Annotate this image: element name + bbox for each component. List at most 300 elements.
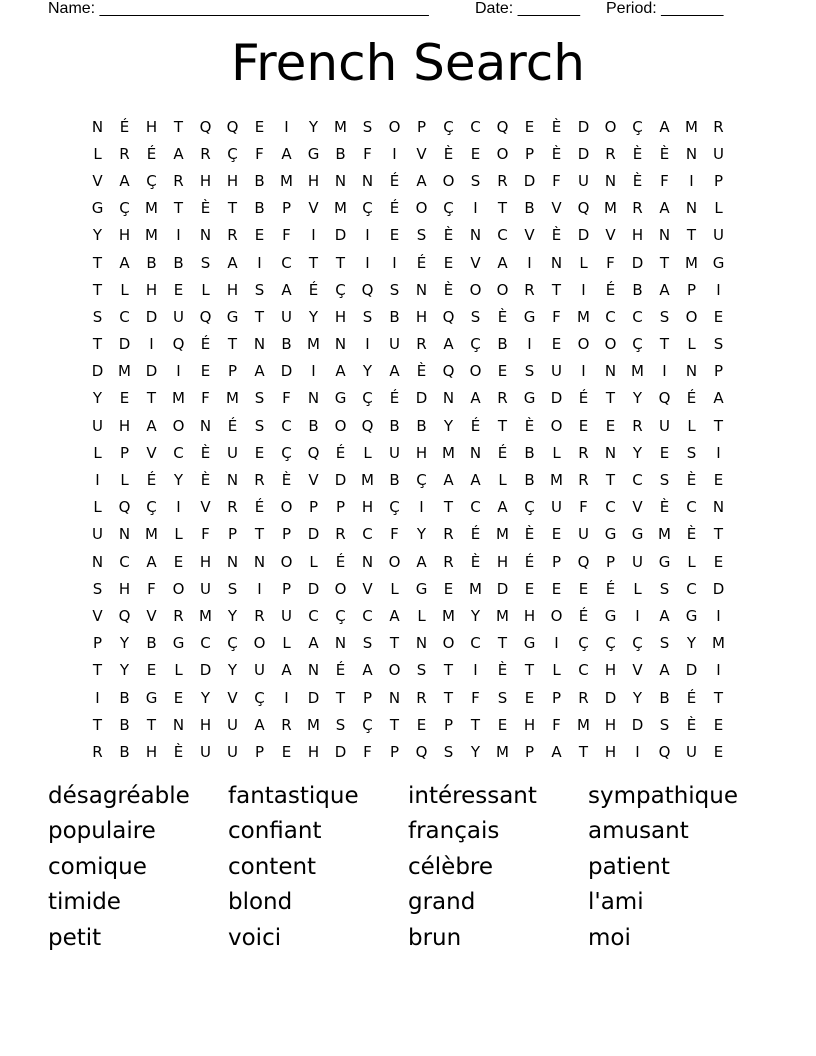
grid-letter: R: [497, 171, 508, 190]
grid-letter: S: [524, 362, 535, 381]
grid-letter: A: [551, 742, 562, 761]
grid-letter: B: [632, 280, 643, 299]
grid-letter: È: [443, 226, 454, 245]
grid-letter: E: [713, 742, 724, 761]
grid-letter: C: [605, 498, 616, 517]
grid-letter: P: [524, 144, 535, 163]
grid-letter: N: [307, 389, 320, 408]
grid-letter: Q: [577, 199, 590, 218]
grid-letter: L: [93, 498, 102, 517]
grid-letter: È: [524, 416, 535, 435]
grid-letter: H: [226, 280, 239, 299]
grid-letter: B: [254, 199, 265, 218]
grid-letter: T: [551, 280, 562, 299]
grid-letter: T: [686, 226, 697, 245]
grid-letter: È: [551, 117, 562, 136]
grid-letter: R: [497, 389, 508, 408]
grid-letter: F: [255, 144, 264, 163]
grid-letter: M: [685, 253, 698, 272]
grid-letter: È: [281, 471, 292, 490]
grid-letter: R: [335, 525, 346, 544]
grid-letter: P: [713, 362, 724, 381]
grid-letter: N: [469, 226, 482, 245]
grid-letter: E: [713, 471, 724, 490]
grid-letter: T: [443, 498, 454, 517]
grid-letter: N: [226, 471, 239, 490]
grid-letter: T: [92, 335, 103, 354]
grid-letter: I: [257, 253, 262, 272]
grid-letter: U: [578, 525, 589, 544]
grid-letter: É: [146, 471, 157, 490]
grid-letter: O: [388, 117, 401, 136]
grid-letter: Ç: [578, 634, 589, 653]
grid-letter: B: [119, 688, 130, 707]
grid-letter: E: [524, 579, 535, 598]
grid-letter: I: [527, 335, 532, 354]
page-title: French Search: [231, 34, 585, 92]
grid-letter: U: [173, 307, 184, 326]
grid-letter: E: [254, 117, 265, 136]
grid-letter: G: [415, 579, 428, 598]
grid-letter: V: [308, 199, 319, 218]
name-field-label: Name: _____________________________________: [48, 0, 429, 17]
grid-letter: S: [659, 579, 670, 598]
grid-letter: F: [282, 226, 291, 245]
grid-letter: M: [658, 525, 671, 544]
grid-letter: D: [91, 362, 104, 381]
grid-letter: É: [470, 416, 481, 435]
grid-letter: N: [199, 226, 212, 245]
grid-letter: F: [579, 498, 588, 517]
grid-letter: P: [551, 688, 562, 707]
word-list-item: petit: [48, 924, 102, 951]
grid-letter: I: [689, 171, 694, 190]
grid-letter: Q: [658, 742, 671, 761]
grid-letter: U: [659, 416, 670, 435]
grid-letter: N: [685, 144, 698, 163]
grid-letter: R: [443, 552, 454, 571]
grid-letter: S: [362, 634, 373, 653]
word-list-item: intéressant: [408, 782, 537, 809]
grid-letter: G: [91, 199, 104, 218]
grid-letter: H: [523, 606, 536, 625]
grid-letter: Ç: [362, 199, 373, 218]
grid-letter: E: [443, 253, 454, 272]
grid-letter: D: [334, 471, 347, 490]
grid-letter: H: [226, 171, 239, 190]
grid-letter: Y: [173, 471, 184, 490]
grid-letter: Q: [658, 389, 671, 408]
grid-letter: N: [685, 199, 698, 218]
grid-letter: É: [686, 389, 697, 408]
grid-letter: T: [497, 199, 508, 218]
grid-letter: A: [389, 362, 400, 381]
grid-letter: D: [307, 525, 320, 544]
grid-letter: T: [92, 253, 103, 272]
word-list-item: l'ami: [588, 889, 644, 916]
grid-letter: C: [173, 443, 184, 462]
grid-letter: H: [631, 226, 644, 245]
date-field-label: Date: _______: [475, 0, 580, 17]
word-list-item: sympathique: [588, 782, 739, 809]
grid-letter: Ç: [281, 443, 292, 462]
grid-letter: Ç: [443, 199, 454, 218]
grid-letter: H: [523, 715, 536, 734]
word-list-item: célèbre: [408, 853, 494, 880]
grid-letter: Y: [119, 661, 130, 680]
grid-letter: Q: [307, 443, 320, 462]
grid-letter: É: [119, 117, 130, 136]
grid-letter: V: [200, 498, 211, 517]
grid-letter: L: [579, 253, 588, 272]
grid-letter: E: [605, 416, 616, 435]
grid-letter: T: [443, 688, 454, 707]
grid-letter: Ç: [227, 144, 238, 163]
grid-letter: Ç: [389, 498, 400, 517]
grid-letter: T: [443, 661, 454, 680]
grid-letter: È: [443, 144, 454, 163]
grid-letter: Ç: [416, 471, 427, 490]
grid-letter: I: [527, 253, 532, 272]
grid-letter: M: [604, 199, 617, 218]
grid-letter: E: [173, 688, 184, 707]
grid-letter: H: [145, 280, 158, 299]
grid-letter: D: [577, 226, 590, 245]
grid-letter: É: [578, 389, 589, 408]
grid-letter: R: [416, 335, 427, 354]
grid-letter: N: [172, 715, 185, 734]
grid-letter: T: [659, 253, 670, 272]
grid-letter: U: [200, 742, 211, 761]
grid-letter: E: [200, 362, 211, 381]
grid-letter: C: [470, 498, 481, 517]
grid-letter: V: [524, 226, 535, 245]
grid-letter: V: [632, 498, 643, 517]
grid-letter: F: [660, 171, 669, 190]
grid-letter: D: [523, 171, 536, 190]
grid-letter: U: [227, 443, 238, 462]
grid-letter: I: [473, 661, 478, 680]
grid-letter: T: [335, 253, 346, 272]
word-list-item: voici: [228, 924, 282, 951]
grid-letter: F: [552, 171, 561, 190]
grid-letter: N: [442, 389, 455, 408]
grid-letter: P: [335, 498, 346, 517]
grid-letter: M: [361, 471, 374, 490]
grid-letter: S: [713, 335, 724, 354]
grid-letter: É: [389, 171, 400, 190]
grid-letter: I: [716, 443, 721, 462]
grid-letter: N: [469, 443, 482, 462]
grid-letter: S: [497, 688, 508, 707]
grid-letter: È: [659, 144, 670, 163]
grid-letter: Ç: [362, 389, 373, 408]
grid-letter: N: [415, 634, 428, 653]
grid-letter: I: [95, 688, 100, 707]
grid-letter: U: [92, 416, 103, 435]
grid-letter: O: [172, 579, 185, 598]
grid-letter: I: [365, 226, 370, 245]
grid-letter: S: [470, 307, 481, 326]
grid-letter: B: [119, 715, 130, 734]
grid-letter: R: [281, 715, 292, 734]
word-search-grid: [84, 113, 732, 766]
grid-letter: C: [281, 416, 292, 435]
grid-letter: H: [199, 552, 212, 571]
grid-letter: D: [307, 688, 320, 707]
grid-letter: É: [389, 199, 400, 218]
grid-letter: D: [145, 307, 158, 326]
grid-letter: A: [119, 171, 130, 190]
grid-letter: O: [334, 579, 347, 598]
grid-letter: I: [581, 362, 586, 381]
grid-letter: R: [443, 525, 454, 544]
grid-letter: S: [362, 117, 373, 136]
grid-letter: S: [659, 471, 670, 490]
grid-letter: T: [578, 742, 589, 761]
grid-letter: L: [309, 552, 318, 571]
grid-letter: N: [91, 117, 104, 136]
grid-letter: D: [334, 742, 347, 761]
grid-letter: B: [389, 416, 400, 435]
grid-letter: A: [119, 253, 130, 272]
grid-letter: U: [632, 552, 643, 571]
grid-letter: S: [470, 171, 481, 190]
grid-letter: O: [496, 144, 509, 163]
grid-letter: Q: [118, 498, 131, 517]
grid-letter: P: [92, 634, 103, 653]
grid-letter: E: [443, 579, 454, 598]
grid-letter: I: [716, 280, 721, 299]
word-list-item: blond: [228, 889, 293, 916]
grid-letter: L: [687, 335, 696, 354]
grid-letter: I: [311, 226, 316, 245]
grid-letter: È: [497, 661, 508, 680]
grid-letter: Y: [308, 307, 319, 326]
grid-letter: L: [201, 280, 210, 299]
grid-letter: Q: [415, 742, 428, 761]
grid-letter: I: [392, 144, 397, 163]
grid-letter: R: [254, 606, 265, 625]
grid-letter: É: [470, 525, 481, 544]
grid-letter: A: [659, 117, 670, 136]
grid-letter: G: [145, 688, 158, 707]
grid-letter: C: [686, 498, 697, 517]
grid-letter: C: [605, 307, 616, 326]
grid-letter: I: [473, 199, 478, 218]
grid-letter: R: [200, 144, 211, 163]
grid-letter: O: [172, 416, 185, 435]
grid-letter: T: [227, 199, 238, 218]
grid-letter: N: [658, 226, 671, 245]
grid-letter: Q: [361, 280, 374, 299]
grid-letter: L: [93, 144, 102, 163]
grid-letter: D: [307, 579, 320, 598]
grid-letter: I: [419, 498, 424, 517]
grid-letter: F: [147, 579, 156, 598]
grid-letter: È: [659, 498, 670, 517]
grid-letter: A: [146, 416, 157, 435]
grid-letter: U: [713, 144, 724, 163]
grid-letter: R: [605, 144, 616, 163]
grid-letter: T: [659, 335, 670, 354]
grid-letter: Ç: [146, 498, 157, 517]
grid-letter: C: [362, 525, 373, 544]
grid-letter: U: [686, 742, 697, 761]
grid-letter: N: [604, 362, 617, 381]
grid-letter: É: [416, 253, 427, 272]
grid-letter: S: [362, 307, 373, 326]
grid-letter: M: [577, 715, 590, 734]
grid-letter: D: [631, 715, 644, 734]
grid-letter: A: [659, 280, 670, 299]
grid-letter: S: [254, 389, 265, 408]
grid-letter: L: [498, 471, 507, 490]
grid-letter: A: [335, 362, 346, 381]
word-list-item: confiant: [228, 818, 322, 845]
grid-letter: E: [551, 525, 562, 544]
grid-letter: A: [281, 661, 292, 680]
grid-letter: Y: [632, 389, 643, 408]
grid-letter: O: [496, 280, 509, 299]
grid-letter: A: [443, 335, 454, 354]
grid-letter: H: [145, 742, 158, 761]
grid-letter: F: [552, 715, 561, 734]
grid-letter: H: [604, 715, 617, 734]
grid-letter: P: [254, 742, 265, 761]
grid-letter: É: [200, 335, 211, 354]
grid-letter: F: [282, 389, 291, 408]
grid-letter: A: [173, 144, 184, 163]
grid-letter: D: [334, 226, 347, 245]
grid-letter: P: [524, 742, 535, 761]
grid-letter: H: [145, 117, 158, 136]
grid-letter: M: [496, 742, 509, 761]
grid-letter: Q: [496, 117, 509, 136]
grid-letter: B: [659, 688, 670, 707]
grid-letter: Y: [470, 606, 481, 625]
grid-letter: R: [632, 416, 643, 435]
grid-letter: O: [415, 199, 428, 218]
grid-letter: É: [497, 443, 508, 462]
grid-letter: N: [361, 552, 374, 571]
grid-letter: E: [524, 117, 535, 136]
grid-letter: È: [524, 525, 535, 544]
word-list-item: français: [408, 818, 500, 845]
grid-letter: S: [659, 715, 670, 734]
grid-letter: Ç: [443, 117, 454, 136]
grid-letter: T: [254, 307, 265, 326]
grid-letter: Y: [200, 688, 211, 707]
grid-letter: S: [443, 742, 454, 761]
grid-letter: R: [578, 471, 589, 490]
grid-letter: È: [497, 307, 508, 326]
grid-letter: E: [389, 226, 400, 245]
grid-letter: E: [416, 715, 427, 734]
grid-letter: I: [284, 117, 289, 136]
grid-letter: S: [227, 579, 238, 598]
grid-letter: N: [604, 443, 617, 462]
grid-letter: R: [227, 226, 238, 245]
grid-letter: F: [606, 253, 615, 272]
grid-letter: H: [118, 416, 131, 435]
grid-letter: M: [712, 634, 725, 653]
grid-letter: B: [308, 416, 319, 435]
grid-letter: A: [227, 253, 238, 272]
grid-letter: S: [200, 253, 211, 272]
grid-letter: G: [523, 389, 536, 408]
grid-letter: É: [686, 688, 697, 707]
grid-letter: A: [308, 634, 319, 653]
word-list-item: fantastique: [228, 782, 359, 809]
grid-letter: U: [713, 226, 724, 245]
grid-letter: P: [443, 715, 454, 734]
grid-letter: C: [200, 634, 211, 653]
grid-letter: È: [200, 471, 211, 490]
grid-letter: V: [92, 171, 103, 190]
grid-letter: H: [118, 579, 131, 598]
grid-letter: Y: [227, 606, 238, 625]
grid-letter: R: [173, 606, 184, 625]
grid-letter: O: [577, 335, 590, 354]
grid-letter: P: [119, 443, 130, 462]
word-list-item: timide: [48, 889, 121, 916]
grid-letter: Y: [227, 661, 238, 680]
period-field-label: Period: _______: [606, 0, 724, 17]
grid-letter: È: [551, 144, 562, 163]
grid-letter: F: [552, 307, 561, 326]
grid-letter: O: [550, 416, 563, 435]
grid-letter: M: [469, 579, 482, 598]
grid-letter: R: [92, 742, 103, 761]
grid-letter: A: [713, 389, 724, 408]
grid-letter: N: [388, 688, 401, 707]
grid-letter: U: [281, 606, 292, 625]
grid-letter: F: [363, 144, 372, 163]
grid-letter: D: [712, 579, 725, 598]
grid-letter: T: [497, 416, 508, 435]
grid-letter: B: [389, 307, 400, 326]
grid-letter: A: [470, 471, 481, 490]
grid-letter: V: [632, 661, 643, 680]
grid-letter: A: [659, 661, 670, 680]
grid-letter: E: [254, 443, 265, 462]
grid-letter: V: [308, 471, 319, 490]
grid-letter: E: [659, 443, 670, 462]
grid-letter: H: [415, 443, 428, 462]
grid-letter: V: [551, 199, 562, 218]
grid-letter: I: [635, 606, 640, 625]
grid-letter: P: [227, 362, 238, 381]
grid-letter: A: [416, 171, 427, 190]
grid-letter: Ç: [605, 634, 616, 653]
grid-letter: P: [281, 199, 292, 218]
grid-letter: U: [92, 525, 103, 544]
grid-letter: P: [308, 498, 319, 517]
grid-letter: E: [254, 226, 265, 245]
grid-letter: C: [578, 661, 589, 680]
grid-letter: O: [442, 171, 455, 190]
grid-letter: É: [308, 280, 319, 299]
grid-letter: C: [497, 226, 508, 245]
grid-letter: B: [389, 471, 400, 490]
grid-letter: R: [173, 171, 184, 190]
grid-letter: P: [713, 171, 724, 190]
grid-letter: È: [200, 443, 211, 462]
grid-letter: È: [470, 552, 481, 571]
grid-letter: H: [361, 498, 374, 517]
grid-letter: M: [685, 117, 698, 136]
